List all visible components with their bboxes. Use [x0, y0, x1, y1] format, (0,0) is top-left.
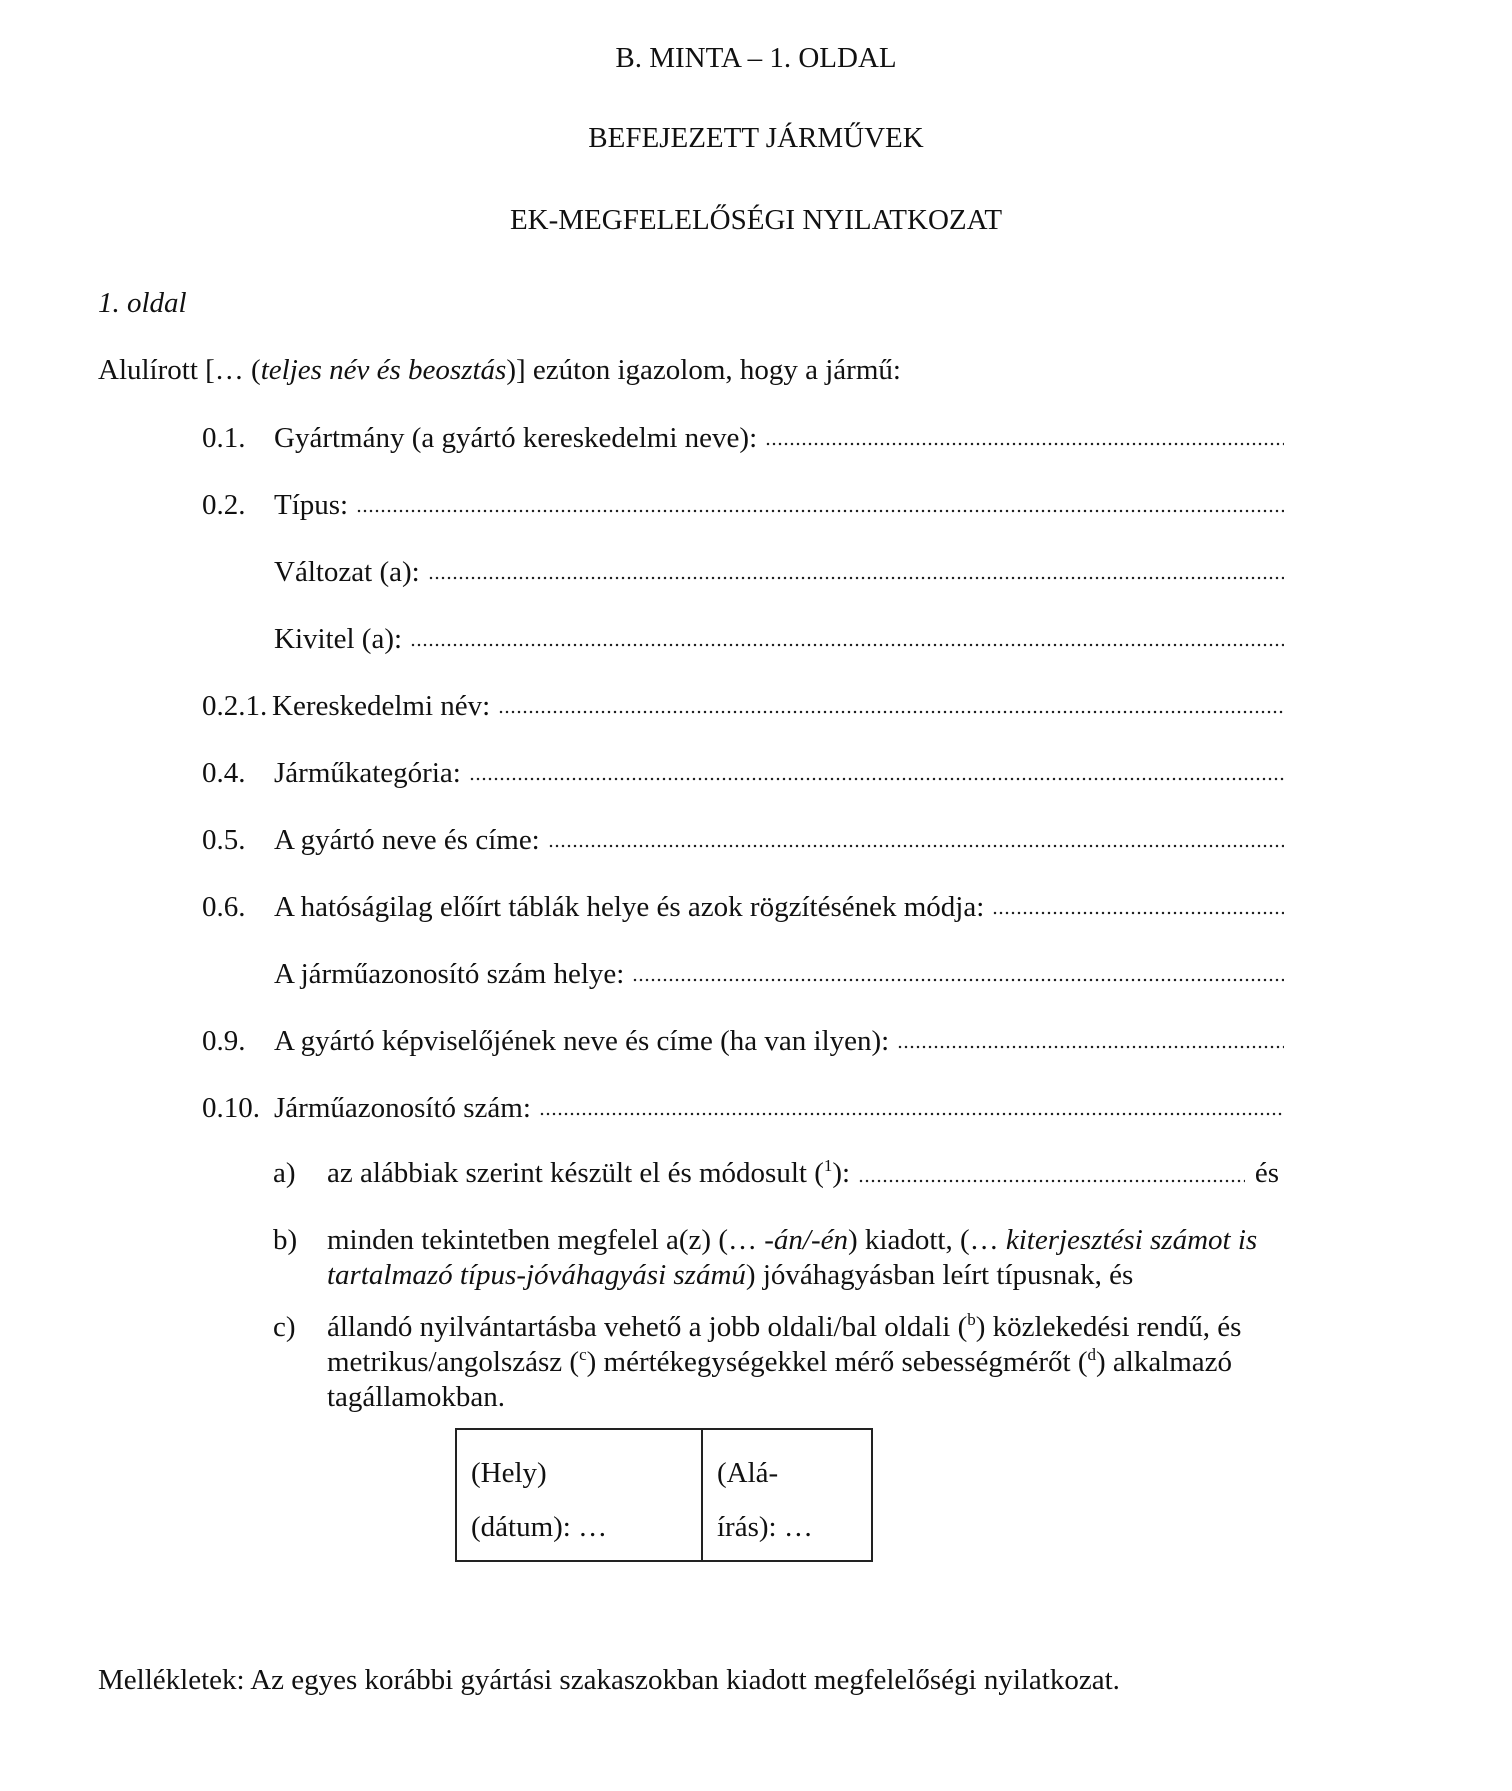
fill-in-line[interactable] — [548, 844, 1284, 848]
fill-in-line[interactable] — [356, 509, 1284, 513]
field-label: A hatóságilag előírt táblák helye és azok rögzítésének módja: — [274, 891, 985, 923]
signature-label-part-2: írás): … — [717, 1511, 813, 1543]
fill-in-line[interactable] — [428, 576, 1284, 580]
sub-item-c — [273, 1310, 1303, 1418]
field-number: 0.10. — [202, 1092, 260, 1124]
fill-in-line[interactable] — [498, 710, 1284, 714]
field-row-type — [202, 489, 1284, 521]
fill-in-line[interactable] — [469, 777, 1284, 781]
field-row-vehicle-category — [202, 757, 1284, 789]
page-label: 1. oldal — [98, 287, 187, 319]
field-number: 0.1. — [202, 422, 246, 454]
document-title: EK-MEGFELELŐSÉGI NYILATKOZAT — [509, 204, 1003, 236]
sub-item-letter: a) — [273, 1157, 296, 1189]
attachments-note: Mellékletek: Az egyes korábbi gyártási szakaszokban kiadott megfelelőségi nyilatkozat. — [98, 1664, 1120, 1696]
field-label: Járműkategória: — [274, 757, 461, 789]
field-label: Típus: — [274, 489, 349, 521]
field-number: 0.9. — [202, 1025, 246, 1057]
fill-in-line[interactable] — [897, 1045, 1284, 1049]
field-row-vin — [202, 1092, 1284, 1124]
intro-text-after: )] ezúton igazolom, hogy a jármű: — [506, 354, 901, 386]
sub-item-text: állandó nyilvántartásba vehető a jobb oldali/bal oldali ($^b$) közlekedési rendű, és metrikus/angolszász ($^c$) mértékegységekkel mérő sebességmérőt ($^d$) alkalmazó tagállamokban. — [327, 1310, 1242, 1413]
field-number: 0.2. — [202, 489, 246, 521]
field-number: 0.6. — [202, 891, 246, 923]
field-number: 0.5. — [202, 824, 246, 856]
fill-in-line[interactable] — [632, 978, 1284, 982]
field-row-make — [202, 422, 1284, 454]
fill-in-line[interactable] — [410, 643, 1284, 647]
footnote-ref: b — [967, 1310, 976, 1329]
sub-item-b — [273, 1223, 1303, 1295]
signature-table — [455, 1428, 873, 1562]
field-row-representative — [202, 1025, 1284, 1057]
field-row-vin-location — [202, 958, 1284, 990]
header-line-2: BEFEJEZETT JÁRMŰVEK — [588, 122, 924, 154]
field-label: A járműazonosító szám helye: — [274, 958, 625, 990]
footnote-ref: d — [1087, 1345, 1096, 1364]
date-label: (dátum): … — [471, 1511, 608, 1543]
field-row-variant — [202, 556, 1284, 588]
header-line-1: B. MINTA – 1. OLDAL — [615, 42, 897, 74]
sub-item-text: minden tekintetben megfelel a(z) (… -án/-én) kiadott, (… kiterjesztési számot is tartalmazó típus-jóváhagyási számú) jóváhagyásban leírt típusnak, és — [327, 1224, 1258, 1291]
fill-in-line[interactable] — [539, 1112, 1284, 1116]
field-number: 0.2.1. — [202, 690, 268, 722]
field-label: Járműazonosító szám: — [274, 1092, 531, 1124]
sub-item-a — [273, 1156, 1279, 1192]
footnote-ref: c — [579, 1345, 587, 1364]
field-label: Kereskedelmi név: — [272, 690, 491, 722]
field-label: Gyártmány (a gyártó kereskedelmi neve): — [274, 422, 758, 454]
place-date-cell[interactable] — [457, 1430, 703, 1560]
intro-text-before: Alulírott [… ( — [98, 354, 261, 386]
field-number: 0.4. — [202, 757, 246, 789]
sub-item-letter: b) — [273, 1224, 298, 1256]
signature-cell[interactable] — [703, 1430, 871, 1560]
field-label: A gyártó képviselőjének neve és címe (ha van ilyen): — [274, 1025, 890, 1057]
sub-item-trailing: és — [1254, 1157, 1279, 1189]
field-row-commercial-name — [202, 690, 1284, 722]
field-row-statutory-plates — [202, 891, 1284, 923]
sub-item-letter: c) — [273, 1311, 296, 1343]
intro-text-italic: teljes név és beosztás — [260, 354, 507, 386]
field-label: A gyártó neve és címe: — [274, 824, 540, 856]
footnote-ref: 1 — [823, 1156, 833, 1175]
field-label: Kivitel (a): — [274, 623, 403, 655]
fill-in-line[interactable] — [992, 911, 1284, 915]
fill-in-line[interactable] — [858, 1179, 1245, 1183]
place-label: (Hely) — [471, 1457, 547, 1489]
field-row-version — [202, 623, 1284, 655]
fill-in-line[interactable] — [765, 442, 1284, 446]
field-row-manufacturer — [202, 824, 1284, 856]
signature-label-part-1: (Alá- — [717, 1457, 779, 1489]
intro-paragraph — [98, 356, 901, 385]
field-label: Változat (a): — [274, 556, 420, 588]
sub-item-text: az alábbiak szerint készült el és módosult ($^1$): — [327, 1156, 851, 1189]
